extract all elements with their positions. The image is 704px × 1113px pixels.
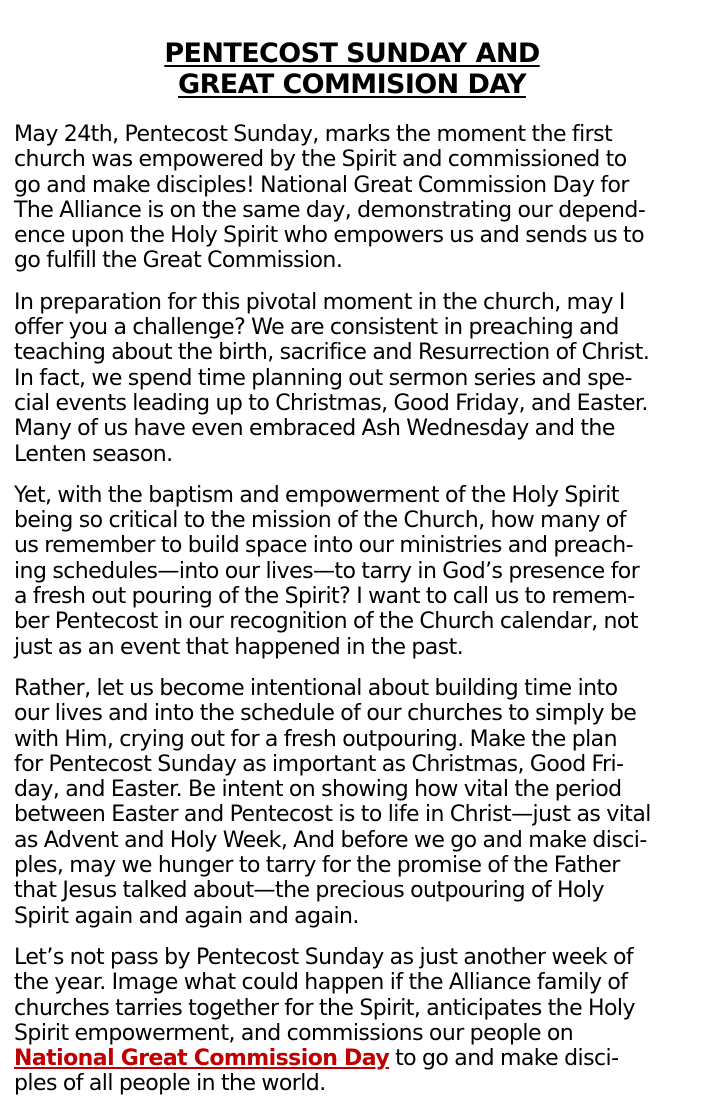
text-line: ples, may we hunger to tarry for the promise of the Father [14, 853, 620, 879]
text-line: with Him, crying out for a fresh outpouring. Make the plan [14, 726, 617, 752]
text-line: Spirit empowerment, and commissions our people on [14, 1020, 574, 1046]
text-after-link: to go and make disci- [389, 1046, 619, 1072]
text-line: offer you a challenge? We are consistent in preaching and [14, 315, 619, 341]
text-line: being so critical to the mission of the Church, how many of [14, 508, 626, 534]
text-line: Let’s not pass by Pentecost Sunday as just another week of [14, 944, 634, 970]
text-line: Lenten season. [14, 441, 173, 467]
text-line: that Jesus talked about—the precious outpouring of Holy [14, 878, 604, 904]
text-line: In fact, we spend time planning out sermon series and spe- [14, 365, 632, 391]
text-line: In preparation for this pivotal moment in the church, may I [14, 289, 625, 315]
paragraph-3 [14, 483, 700, 660]
text-line: the year. Image what could happen if the Alliance family of [14, 970, 628, 996]
text-line: a fresh out pouring of the Spirit? I want to call us to remem- [14, 584, 635, 610]
text-line: Many of us have even embraced Ash Wednesday and the [14, 416, 615, 442]
text-line: for Pentecost Sunday as important as Christmas, Good Fri- [14, 751, 624, 777]
page-title [0, 0, 704, 100]
text-line: church was empowered by the Spirit and commissioned to [14, 147, 627, 173]
text-line-with-link [14, 1046, 700, 1071]
text-line: ples of all people in the world. [14, 1071, 326, 1097]
text-line: day, and Easter. Be intent on showing how vital the period [14, 777, 622, 803]
paragraph-1 [14, 122, 700, 274]
text-line: go fulfill the Great Commission. [14, 248, 343, 274]
paragraph-5 [14, 945, 700, 1097]
text-line: churches tarries together for the Spirit, anticipates the Holy [14, 995, 635, 1021]
text-line: The Alliance is on the same day, demonstrating our depend- [14, 197, 646, 223]
title-line-1: PENTECOST SUNDAY AND [164, 38, 540, 69]
paragraph-4 [14, 676, 700, 929]
text-line: ing schedules—into our lives—to tarry in God’s presence for [14, 558, 640, 584]
text-line: just as an event that happened in the past. [14, 634, 464, 660]
text-line: as Advent and Holy Week, And before we go and make disci- [14, 827, 647, 853]
article-body [14, 122, 700, 1113]
paragraph-2 [14, 290, 700, 467]
text-line: ence upon the Holy Spirit who empowers us and sends us to [14, 223, 645, 249]
text-line: May 24th, Pentecost Sunday, marks the moment the first [14, 122, 613, 147]
text-line: go and make disciples! National Great Commission Day for [14, 172, 629, 198]
great-commission-day-link[interactable]: National Great Commission Day [14, 1046, 390, 1072]
text-line: cial events leading up to Christmas, Good Friday, and Easter. [14, 390, 648, 416]
text-line: ber Pentecost in our recognition of the Church calendar, not [14, 609, 638, 635]
text-line: us remember to build space into our ministries and preach- [14, 533, 634, 559]
text-line: our lives and into the schedule of our churches to simply be [14, 701, 637, 727]
text-line: Spirit again and again and again. [14, 903, 359, 929]
text-line: Yet, with the baptism and empowerment of the Holy Spirit [14, 482, 619, 508]
text-line: Rather, let us become intentional about building time into [14, 675, 618, 701]
title-line-2: GREAT COMMISION DAY [178, 69, 526, 100]
text-line: teaching about the birth, sacrifice and Resurrection of Christ. [14, 340, 650, 366]
text-line: between Easter and Pentecost is to life in Christ—just as vital [14, 802, 651, 828]
